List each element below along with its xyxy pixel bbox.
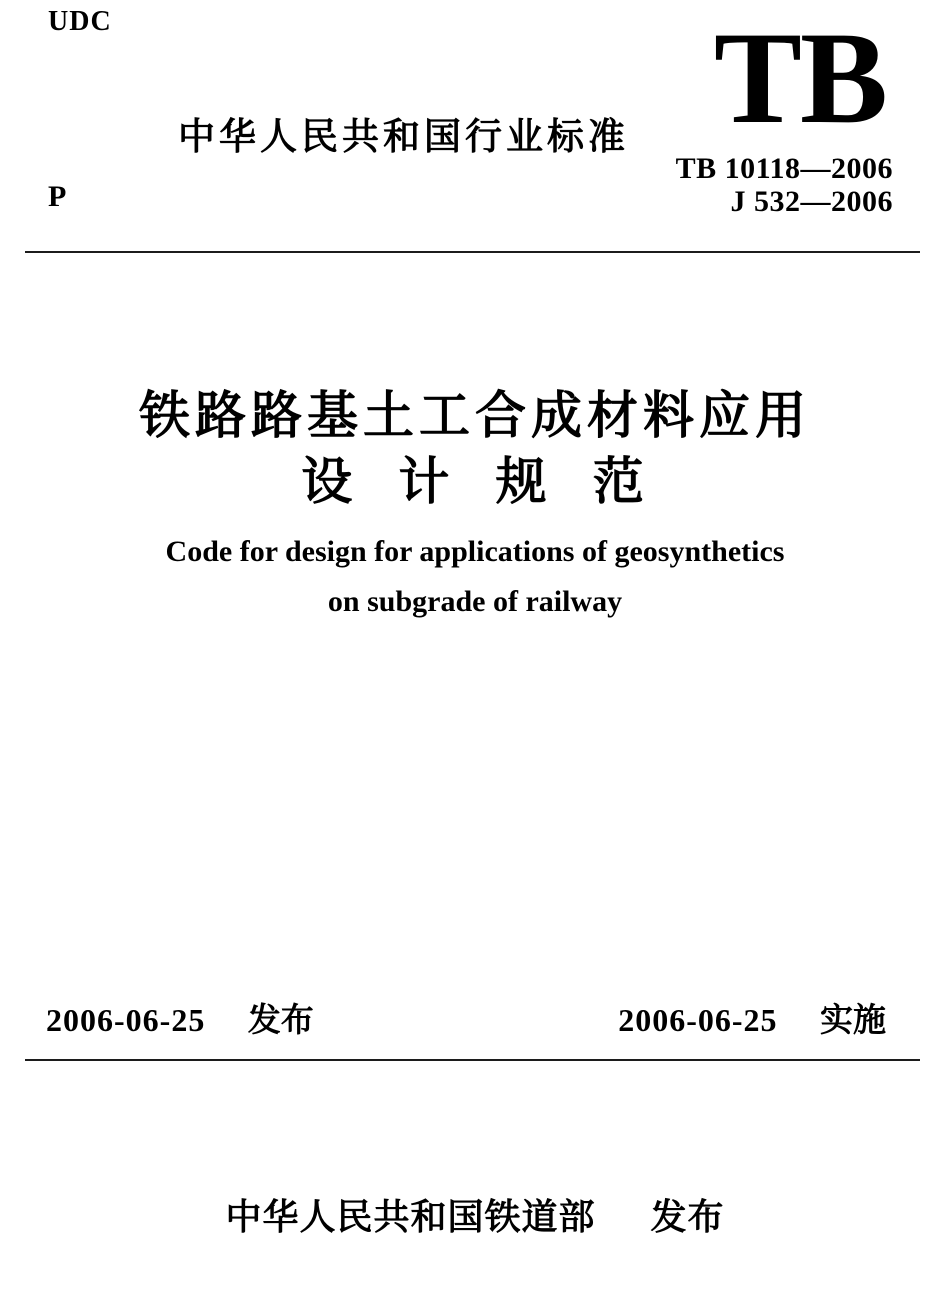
effective-date: 2006-06-25: [618, 1002, 778, 1038]
document-class-code: P: [48, 180, 67, 213]
standard-numbers: [676, 152, 893, 218]
issue-label: 发布: [247, 1001, 314, 1038]
title-en-line1: Code for design for applications of geosynthetics: [165, 535, 785, 568]
publisher-name: 中华人民共和国铁道部: [225, 1196, 596, 1237]
title-cn-line2: 设 计 规 范: [301, 453, 649, 510]
standard-number-primary: TB 10118—2006: [675, 152, 893, 185]
issue-date-row: [46, 994, 314, 1041]
standard-class-title: 中华人民共和国行业标准: [178, 116, 629, 157]
document-title-cn: [0, 383, 950, 515]
issue-date: 2006-06-25: [46, 1002, 206, 1038]
title-en-line2: on subgrade of railway: [327, 585, 623, 618]
header-divider: [25, 251, 920, 253]
effective-label: 实施: [820, 1001, 886, 1038]
dates-row: [46, 994, 886, 1041]
document-title-en: [0, 527, 950, 627]
footer-divider: [25, 1059, 920, 1061]
udc-label: UDC: [48, 6, 112, 37]
title-cn-line1: 铁路路基土工合成材料应用: [138, 387, 811, 444]
standard-number-secondary: J 532—2006: [730, 185, 893, 218]
publisher-line: [0, 1189, 950, 1240]
tb-logo: TB: [713, 4, 886, 151]
publish-label: 发布: [650, 1196, 725, 1237]
effective-date-row: [618, 994, 886, 1041]
